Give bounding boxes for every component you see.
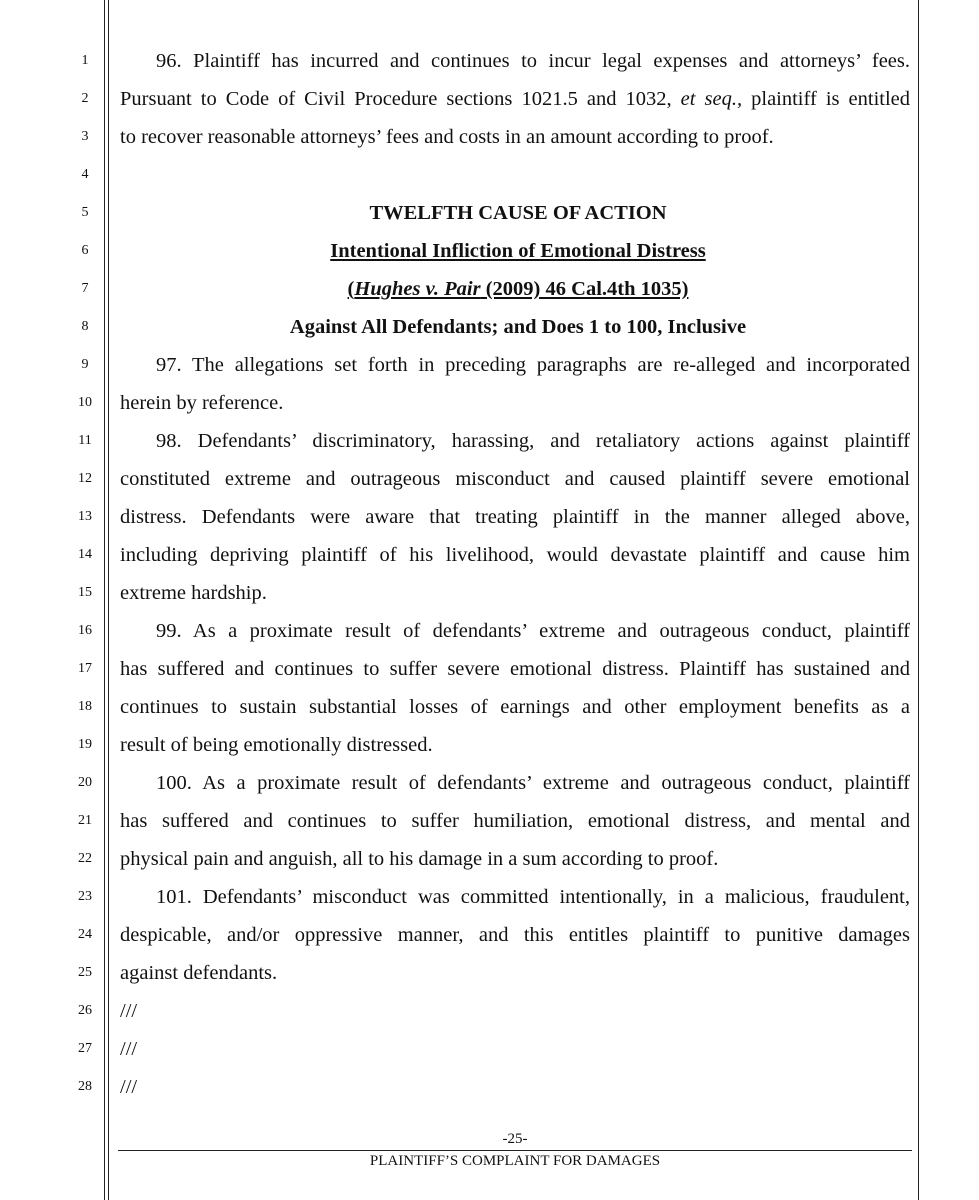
case-name: Hughes v. Pair [354, 278, 481, 300]
line-number: 11 [78, 433, 92, 448]
line-number: 1 [81, 53, 89, 68]
line-number: 10 [78, 395, 92, 410]
line-number: 5 [81, 205, 89, 220]
text-fragment: plaintiff is entitled [751, 88, 911, 110]
line-number: 24 [78, 927, 92, 942]
line-number: 16 [78, 623, 92, 638]
line-number: 13 [78, 509, 92, 524]
line-number: 9 [81, 357, 89, 372]
text-line: despicable, and/or oppressive manner, and this entitles plaintiff to punitive damages [120, 924, 910, 946]
text-line: continues to sustain substantial losses of earnings and other employment benefits as a [120, 696, 910, 718]
text-line: physical pain and anguish, all to his damage in a sum according to proof. [120, 848, 719, 870]
text-line: has suffered and continues to suffer humiliation, emotional distress, and mental and [120, 810, 910, 832]
line-number: 28 [78, 1079, 92, 1094]
heading-subtitle [120, 232, 916, 270]
text-line: 99. As a proximate result of defendants’ extreme and outrageous conduct, plaintiff [156, 620, 910, 642]
text-line: 100. As a proximate result of defendants’ extreme and outrageous conduct, plaintiff [156, 772, 910, 794]
line-number: 3 [81, 129, 89, 144]
line-number: 20 [78, 775, 92, 790]
text-line: extreme hardship. [120, 582, 267, 604]
heading-title: TWELFTH CAUSE OF ACTION [369, 202, 667, 224]
page-number: -25- [502, 1131, 528, 1147]
text-line: distress. Defendants were aware that treating plaintiff in the manner alleged above, [120, 506, 910, 528]
subtitle-text: Intentional Infliction of Emotional Distress [330, 240, 706, 262]
pleading-rule-right [918, 0, 919, 1200]
text-line: 101. Defendants’ misconduct was committed intentionally, in a malicious, fraudulent, [156, 886, 910, 908]
line-number: 26 [78, 1003, 92, 1018]
text-line: herein by reference. [120, 392, 284, 414]
line-number: 2 [81, 91, 89, 106]
text-line: 98. Defendants’ discriminatory, harassing, and retaliatory actions against plaintiff [156, 430, 910, 452]
text-line: result of being emotionally distressed. [120, 734, 433, 756]
text-line [120, 80, 910, 118]
text-line: 96. Plaintiff has incurred and continues to incur legal expenses and attorneys’ fees. [156, 50, 910, 72]
text-line: against defendants. [120, 962, 278, 984]
case-rest: (2009) 46 Cal.4th 1035) [480, 278, 689, 300]
footer-title: PLAINTIFF’S COMPLAINT FOR DAMAGES [369, 1153, 661, 1169]
line-number: 19 [78, 737, 92, 752]
text-line: including depriving plaintiff of his livelihood, would devastate plaintiff and cause him [120, 544, 910, 566]
line-number: 22 [78, 851, 92, 866]
line-number: 21 [78, 813, 92, 828]
line-number: 27 [78, 1041, 92, 1056]
continuation-mark: /// [120, 1076, 138, 1098]
text-line: 97. The allegations set forth in preceding paragraphs are re-alleged and incorporated [156, 354, 910, 376]
case-citation [348, 278, 689, 300]
line-number: 8 [81, 319, 89, 334]
line-number: 23 [78, 889, 92, 904]
line-number: 12 [78, 471, 92, 486]
line-number: 4 [81, 167, 89, 182]
text-line: constituted extreme and outrageous misconduct and caused plaintiff severe emotional [120, 468, 910, 490]
text-fragment: Pursuant to Code of Civil Procedure sections 1021.5 and 1032, [120, 88, 672, 110]
continuation-mark: /// [120, 1000, 138, 1022]
line-number: 18 [78, 699, 92, 714]
footer-rule [118, 1150, 912, 1151]
line-number: 6 [81, 243, 89, 258]
line-number: 14 [78, 547, 92, 562]
text-line: has suffered and continues to suffer severe emotional distress. Plaintiff has sustained and [120, 658, 910, 680]
line-number: 25 [78, 965, 92, 980]
line-number: 7 [81, 281, 89, 296]
text-line: to recover reasonable attorneys’ fees and costs in an amount according to proof. [120, 126, 774, 148]
line-number: 17 [78, 661, 92, 676]
line-number: 15 [78, 585, 92, 600]
italic-et-seq: et seq., [680, 88, 743, 110]
heading-against: Against All Defendants; and Does 1 to 100, Inclusive [289, 316, 747, 338]
heading-case-citation [120, 270, 916, 308]
continuation-mark: /// [120, 1038, 138, 1060]
case-open: ( [347, 278, 355, 300]
